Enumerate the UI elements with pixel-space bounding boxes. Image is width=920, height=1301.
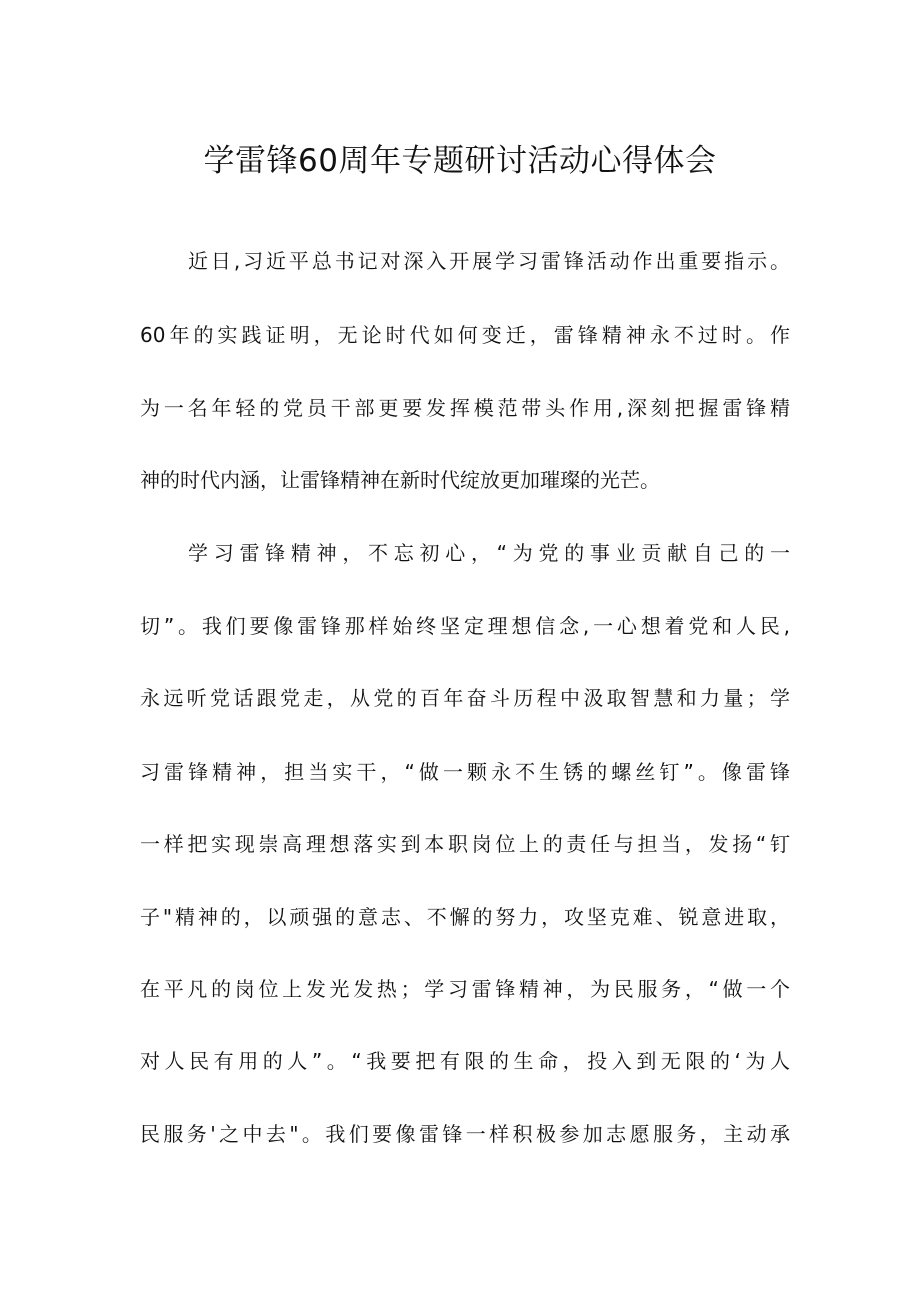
paragraph-1-line-1: 近日,习近平总书记对深入开展学习雷锋活动作出重要指示。 (188, 249, 790, 273)
paragraph-1-line-2: 60年的实践证明，无论时代如何变迁，雷锋精神永不过时。作 (140, 323, 790, 347)
paragraph-2-line-6: 子"精神的，以顽强的意志、不懈的努力，攻坚克难、锐意进取， (140, 905, 790, 929)
paragraph-2-line-8: 对人民有用的人”。“我要把有限的生命，投入到无限的‘为人 (140, 1049, 790, 1073)
paragraph-2-line-3: 永远听党话跟党走，从党的百年奋斗历程中汲取智慧和力量；学 (140, 686, 790, 710)
paragraph-1-line-3: 为一名年轻的党员干部更要发挥模范带头作用,深刻把握雷锋精 (140, 396, 790, 420)
paragraph-2-line-5: 一样把实现崇高理想落实到本职岗位上的责任与担当，发扬“钉 (140, 832, 790, 856)
paragraph-1-line-4: 神的时代内涵，让雷锋精神在新时代绽放更加璀璨的光芒。 (140, 468, 660, 492)
document-title: 学雷锋60周年专题研讨活动心得体会 (203, 143, 717, 179)
paragraph-2-line-2: 切”。我们要像雷锋那样始终坚定理想信念,一心想着党和人民, (140, 614, 790, 638)
paragraph-2-line-4: 习雷锋精神，担当实干，“做一颗永不生锈的螺丝钉”。像雷锋 (140, 760, 790, 784)
paragraph-2-line-7: 在平凡的岗位上发光发热；学习雷锋精神，为民服务，“做一个 (140, 977, 790, 1001)
paragraph-2-line-1: 学习雷锋精神，不忘初心，“为党的事业贡献自己的一 (188, 541, 790, 565)
paragraph-2-line-9: 民服务'之中去"。我们要像雷锋一样积极参加志愿服务，主动承 (140, 1122, 790, 1146)
